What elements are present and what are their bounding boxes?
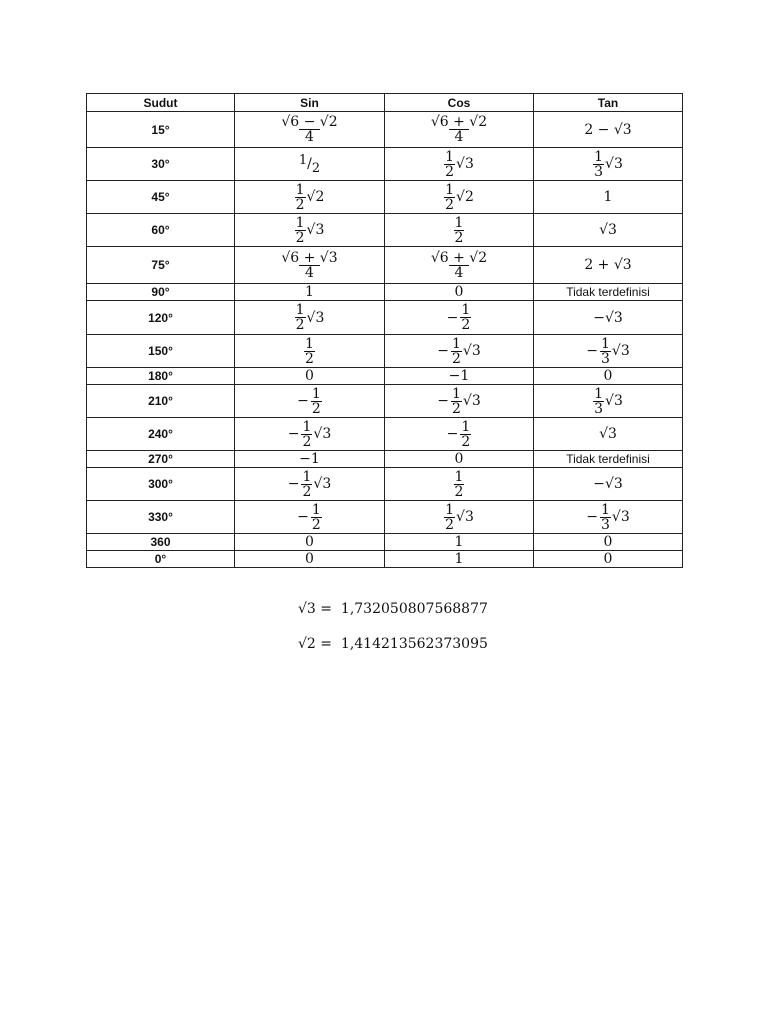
numerator: 1 — [454, 468, 464, 485]
angle-cell: 90° — [87, 284, 235, 301]
radical: √3 — [462, 393, 481, 409]
denominator: 2 — [445, 196, 455, 213]
cos-cell — [385, 181, 534, 214]
angle-cell: 15° — [87, 112, 235, 148]
table-row — [87, 301, 683, 335]
fraction — [451, 337, 462, 366]
angle-cell: 150° — [87, 335, 235, 368]
sin-cell — [235, 112, 385, 148]
table-row — [87, 148, 683, 181]
numerator: √6 + √2 — [430, 249, 488, 266]
sin-cell — [235, 148, 385, 181]
denominator: 2 — [302, 433, 312, 450]
numerator: 1 — [451, 385, 461, 402]
tan-cell: 0 — [534, 534, 683, 551]
numerator: 1 — [594, 148, 604, 165]
tan-cell: −√3 — [534, 301, 683, 335]
numerator: 1 — [445, 501, 455, 518]
header-sin: Sin — [235, 94, 385, 112]
fraction — [295, 216, 306, 245]
denominator: 2 — [311, 516, 321, 533]
sin-cell: 0 — [235, 551, 385, 568]
denominator: 2 — [461, 433, 471, 450]
fraction — [451, 387, 462, 416]
table-row — [87, 247, 683, 284]
angle-cell: 330° — [87, 501, 235, 534]
numerator: 1 — [295, 214, 305, 231]
table-row — [87, 214, 683, 247]
angle-cell: 30° — [87, 148, 235, 181]
table-row — [87, 418, 683, 451]
minus-sign: − — [586, 343, 598, 359]
cos-cell — [385, 247, 534, 284]
fraction — [460, 420, 471, 449]
tan-cell: 2 − √3 — [534, 112, 683, 148]
numerator: 1 — [600, 501, 610, 518]
radical: √3 — [313, 426, 332, 442]
numerator: 1 — [295, 302, 305, 318]
table-row — [87, 501, 683, 534]
denominator: 2 — [311, 160, 321, 176]
sqrt2-value: 1,414213562373095 — [340, 636, 488, 652]
table-row — [87, 284, 683, 301]
minus-sign: − — [297, 509, 309, 525]
tan-cell — [534, 335, 683, 368]
sin-cell — [235, 181, 385, 214]
table-row — [87, 368, 683, 385]
sqrt2-lhs: √2 = — [298, 636, 333, 652]
table-row — [87, 451, 683, 468]
denominator: 2 — [445, 163, 455, 180]
numerator: 1 — [298, 152, 308, 168]
denominator: 4 — [299, 129, 320, 144]
numerator: 1 — [461, 302, 471, 318]
cos-cell — [385, 501, 534, 534]
header-cos: Cos — [385, 94, 534, 112]
sqrt3-value: 1,732050807568877 — [340, 601, 488, 617]
numerator: 1 — [445, 148, 455, 165]
numerator: 1 — [302, 418, 312, 435]
table-row — [87, 534, 683, 551]
cos-cell — [385, 385, 534, 418]
tan-cell — [534, 148, 683, 181]
table-row — [87, 385, 683, 418]
denominator: 3 — [600, 350, 610, 367]
numerator: √6 − √2 — [281, 114, 338, 130]
minus-sign: − — [287, 426, 300, 442]
tan-cell: −√3 — [534, 468, 683, 501]
header-sudut: Sudut — [87, 94, 235, 112]
radical: √3 — [456, 509, 474, 525]
minus-sign: − — [586, 509, 598, 525]
fraction — [460, 303, 471, 332]
numerator: √6 + √2 — [430, 114, 488, 130]
denominator: 3 — [594, 163, 604, 180]
sin-cell — [235, 501, 385, 534]
angle-cell: 0° — [87, 551, 235, 568]
fraction — [275, 115, 343, 144]
cos-cell — [385, 148, 534, 181]
sin-cell — [235, 385, 385, 418]
fraction — [311, 387, 322, 416]
cos-cell: 0 — [385, 451, 534, 468]
numerator: 1 — [454, 214, 464, 231]
denominator: 2 — [295, 229, 305, 246]
denominator: 2 — [451, 400, 461, 417]
cos-cell — [385, 112, 534, 148]
fraction — [425, 115, 493, 144]
radical: √3 — [611, 509, 630, 525]
fraction — [444, 503, 455, 532]
table-row — [87, 468, 683, 501]
numerator: 1 — [445, 181, 455, 198]
fraction — [295, 183, 306, 212]
radical: √2 — [306, 189, 325, 205]
angle-cell: 210° — [87, 385, 235, 418]
denominator: 4 — [449, 129, 470, 144]
denominator: 2 — [454, 229, 464, 246]
angle-cell: 45° — [87, 181, 235, 214]
cos-cell — [385, 468, 534, 501]
radical: √3 — [456, 156, 474, 172]
denominator: 2 — [461, 317, 471, 333]
angle-cell: 300° — [87, 468, 235, 501]
tan-cell: 1 — [534, 181, 683, 214]
angle-cell: 120° — [87, 301, 235, 335]
table-row — [87, 181, 683, 214]
numerator: 1 — [451, 335, 461, 352]
slash-fraction: $^1/_2$ — [298, 152, 321, 176]
table-header-row — [87, 94, 683, 112]
table-row — [87, 335, 683, 368]
fraction — [304, 337, 315, 366]
minus-sign: − — [437, 343, 449, 359]
denominator: 2 — [302, 483, 312, 500]
tan-cell: Tidak terdefinisi — [534, 451, 683, 468]
fraction — [295, 303, 306, 332]
denominator: 3 — [600, 516, 610, 533]
sqrt3-note — [298, 601, 488, 617]
numerator: 1 — [295, 181, 305, 198]
fraction — [600, 337, 611, 366]
tan-cell: √3 — [534, 418, 683, 451]
cos-cell — [385, 418, 534, 451]
cos-cell: 1 — [385, 551, 534, 568]
minus-sign: − — [437, 393, 449, 409]
fraction — [454, 470, 465, 499]
radical: √3 — [306, 222, 325, 238]
tan-cell: √3 — [534, 214, 683, 247]
angle-cell: 60° — [87, 214, 235, 247]
numerator: 1 — [594, 385, 604, 402]
fraction — [593, 387, 604, 416]
sin-cell — [235, 301, 385, 335]
denominator: 2 — [295, 317, 305, 333]
tan-cell: 0 — [534, 551, 683, 568]
tan-cell: 0 — [534, 368, 683, 385]
fraction — [593, 150, 604, 179]
cos-cell — [385, 214, 534, 247]
radical: √2 — [456, 189, 474, 205]
minus-sign: − — [446, 426, 459, 442]
fraction — [444, 150, 455, 179]
sin-cell: −1 — [235, 451, 385, 468]
sin-cell: 1 — [235, 284, 385, 301]
minus-sign: − — [287, 476, 300, 492]
sin-cell: 0 — [235, 368, 385, 385]
angle-cell: 180° — [87, 368, 235, 385]
radical: √3 — [462, 343, 481, 359]
fraction — [444, 183, 455, 212]
sqrt3-lhs: √3 = — [298, 601, 333, 617]
header-tan: Tan — [534, 94, 683, 112]
trig-values-table — [86, 93, 683, 568]
denominator: 2 — [311, 400, 321, 417]
radical: √3 — [306, 309, 325, 326]
fraction — [275, 251, 343, 280]
denominator: 2 — [454, 483, 464, 500]
cos-cell — [385, 301, 534, 335]
table-row — [87, 551, 683, 568]
radical: √3 — [611, 343, 630, 359]
cos-cell: −1 — [385, 368, 534, 385]
fraction — [454, 216, 465, 245]
sin-cell — [235, 214, 385, 247]
numerator: 1 — [302, 468, 312, 485]
denominator: 2 — [295, 196, 305, 213]
tan-cell — [534, 501, 683, 534]
denominator: 4 — [299, 265, 320, 280]
angle-cell: 360 — [87, 534, 235, 551]
tan-cell: 2 + √3 — [534, 247, 683, 284]
radical: √3 — [313, 476, 332, 492]
denominator: 2 — [305, 350, 314, 367]
radical: √3 — [605, 393, 623, 409]
tan-cell: Tidak terdefinisi — [534, 284, 683, 301]
angle-cell: 240° — [87, 418, 235, 451]
sqrt2-note — [298, 636, 488, 652]
cos-cell — [385, 335, 534, 368]
numerator: 1 — [305, 335, 314, 352]
fraction — [301, 420, 312, 449]
tan-cell — [534, 385, 683, 418]
numerator: 1 — [461, 418, 471, 435]
fraction — [301, 470, 312, 499]
minus-sign: − — [446, 309, 459, 326]
sin-cell — [235, 468, 385, 501]
fraction — [311, 503, 322, 532]
numerator: √6 + √3 — [281, 249, 338, 266]
denominator: 2 — [451, 350, 461, 367]
sin-cell — [235, 247, 385, 284]
fraction — [600, 503, 611, 532]
radical: √3 — [605, 156, 623, 172]
denominator: 3 — [594, 400, 604, 417]
table-row — [87, 112, 683, 148]
denominator: 4 — [449, 265, 470, 280]
sin-cell — [235, 335, 385, 368]
numerator: 1 — [600, 335, 610, 352]
sin-cell: 0 — [235, 534, 385, 551]
cos-cell: 0 — [385, 284, 534, 301]
sin-cell — [235, 418, 385, 451]
fraction — [425, 251, 493, 280]
angle-cell: 270° — [87, 451, 235, 468]
numerator: 1 — [311, 385, 321, 402]
denominator: 2 — [445, 516, 455, 533]
minus-sign: − — [297, 393, 309, 409]
angle-cell: 75° — [87, 247, 235, 284]
cos-cell: 1 — [385, 534, 534, 551]
numerator: 1 — [311, 501, 321, 518]
